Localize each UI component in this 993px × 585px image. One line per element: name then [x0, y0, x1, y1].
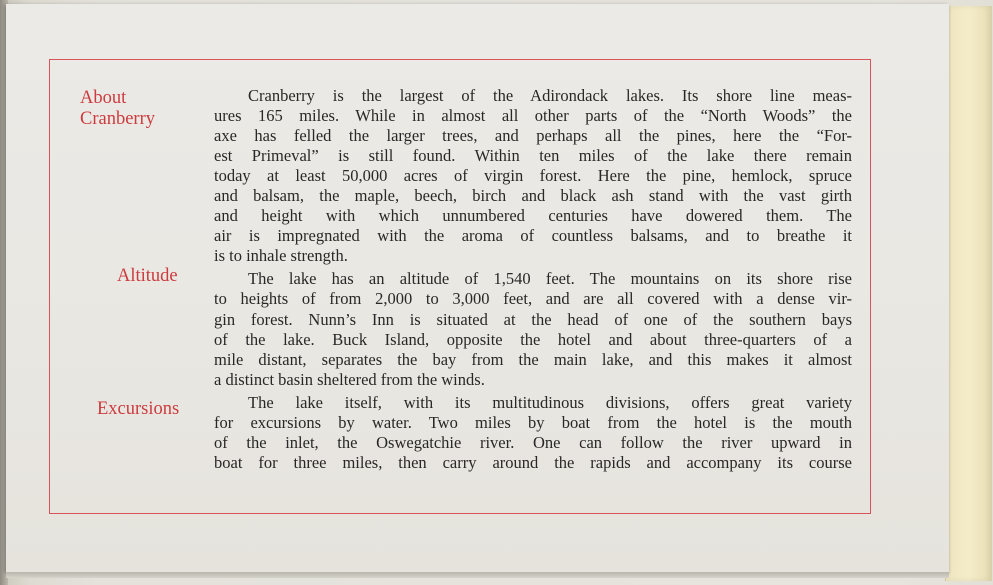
text-line: today at least 50,000 acres of virgin forest. Here the pine, hemlock, spruce [214, 166, 852, 186]
text-line: ures 165 miles. While in almost all other parts of the “North Woods” the [214, 106, 852, 126]
text-line: a distinct basin sheltered from the winds. [214, 369, 485, 389]
side-heading-altitude [117, 266, 178, 287]
side-heading-line: Excursions [97, 399, 180, 419]
text-line: mile distant, separates the bay from the main lake, and this makes it almost [214, 349, 852, 369]
text-line: of the inlet, the Oswegatchie river. One can follow the river upward in [214, 432, 852, 452]
side-heading-line: Altitude [117, 266, 178, 286]
page-edges [945, 6, 992, 581]
text-line: air is impregnated with the aroma of countless balsams, and to breathe it [214, 226, 852, 246]
side-heading-line: Cranberry [80, 109, 155, 129]
text-line: The lake has an altitude of 1,540 feet. The mountains on its shore rise [248, 269, 852, 289]
text-line: The lake itself, with its multitudinous divisions, offers great variety [248, 392, 852, 412]
side-heading-line: About [80, 88, 127, 108]
text-line: of the lake. Buck Island, opposite the hotel and about three-quarters of a [214, 329, 852, 349]
side-heading-excursions [97, 399, 179, 420]
text-line: is to inhale strength. [214, 246, 348, 266]
paragraph-about-cranberry [214, 86, 852, 266]
text-line: boat for three miles, then carry around the rapids and accompany its course [214, 452, 852, 472]
paragraph-altitude [214, 269, 852, 389]
text-line: est Primeval” is still found. Within ten miles of the lake there remain [214, 146, 852, 166]
page-bottom-edge [6, 572, 949, 578]
text-line: and balsam, the maple, beech, birch and black ash stand with the vast girth [214, 186, 852, 206]
text-line: axe has felled the larger trees, and perhaps all the pines, here the “For- [214, 126, 852, 146]
text-line: for excursions by water. Two miles by boat from the hotel is the mouth [214, 412, 852, 432]
paragraph-excursions [214, 393, 852, 473]
text-line: Cranberry is the largest of the Adirondack lakes. Its shore line meas- [248, 86, 852, 105]
text-line: and height with which unnumbered centuries have dowered them. The [214, 206, 852, 226]
body-text [214, 86, 852, 476]
side-heading-about-cranberry [80, 88, 155, 130]
text-line: gin forest. Nunn’s Inn is situated at the head of one of the southern bays [214, 309, 852, 329]
text-line: to heights of from 2,000 to 3,000 feet, and are all covered with a dense vir- [214, 289, 852, 309]
